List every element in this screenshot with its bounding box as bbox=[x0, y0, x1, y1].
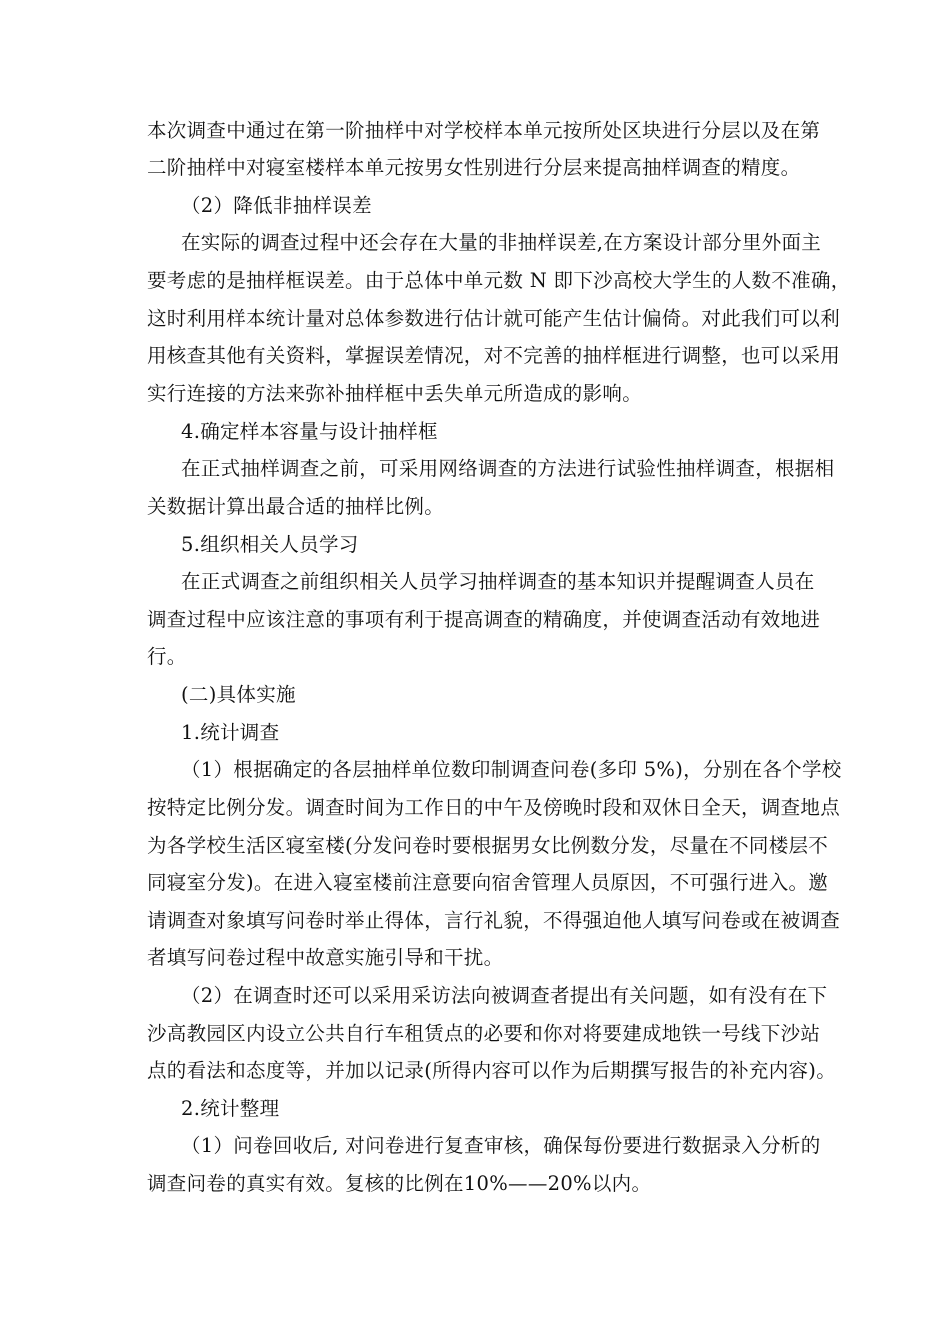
paragraph-line: 点的看法和态度等，并加以记录(所得内容可以作为后期撰写报告的补充内容)。 bbox=[147, 1059, 837, 1082]
paragraph-line: 关数据计算出最合适的抽样比例。 bbox=[147, 495, 445, 518]
section-heading: （2）降低非抽样误差 bbox=[181, 194, 372, 217]
section-heading: 2.统计整理 bbox=[181, 1097, 280, 1120]
section-heading: 1.统计调查 bbox=[181, 721, 280, 744]
paragraph-line: 同寝室分发)。在进入寝室楼前注意要向宿舍管理人员原因，不可强行进入。邀 bbox=[147, 871, 829, 894]
paragraph-line: 调查过程中应该注意的事项有利于提高调查的精确度，并使调查活动有效地进 bbox=[147, 608, 821, 631]
section-heading: (二)具体实施 bbox=[181, 683, 296, 706]
paragraph-line: 调查问卷的真实有效。复核的比例在10%——20%以内。 bbox=[147, 1172, 652, 1195]
paragraph-line: （1）问卷回收后, 对问卷进行复查审核，确保每份要进行数据录入分析的 bbox=[181, 1134, 821, 1157]
paragraph-line: 者填写问卷过程中故意实施引导和干扰。 bbox=[147, 946, 504, 969]
paragraph-line: 行。 bbox=[147, 645, 187, 668]
paragraph-line: 用核查其他有关资料，掌握误差情况，对不完善的抽样框进行调整，也可以采用 bbox=[147, 344, 841, 367]
paragraph-line: 为各学校生活区寝室楼(分发问卷时要根据男女比例数分发，尽量在不同楼层不 bbox=[147, 834, 829, 857]
paragraph-line: 这时利用样本统计量对总体参数进行估计就可能产生估计偏倚。对此我们可以利 bbox=[147, 307, 841, 330]
paragraph-line: 在实际的调查过程中还会存在大量的非抽样误差,在方案设计部分里外面主 bbox=[181, 231, 822, 254]
paragraph-line: 本次调查中通过在第一阶抽样中对学校样本单元按所处区块进行分层以及在第 bbox=[147, 119, 821, 142]
paragraph-line: 按特定比例分发。调查时间为工作日的中午及傍晚时段和双休日全天，调查地点 bbox=[147, 796, 841, 819]
paragraph-line: 在正式抽样调查之前，可采用网络调查的方法进行试验性抽样调查，根据相 bbox=[181, 457, 835, 480]
paragraph-line: 请调查对象填写问卷时举止得体，言行礼貌，不得强迫他人填写问卷或在被调查 bbox=[147, 909, 841, 932]
section-heading: 4.确定样本容量与设计抽样框 bbox=[181, 420, 438, 443]
paragraph-line: 要考虑的是抽样框误差。由于总体中单元数 N 即下沙高校大学生的人数不准确， bbox=[147, 269, 851, 292]
paragraph-line: （1）根据确定的各层抽样单位数印制调查问卷(多印 5%)，分别在各个学校 bbox=[181, 758, 842, 781]
paragraph-line: 沙高教园区内设立公共自行车租赁点的必要和你对将要建成地铁一号线下沙站 bbox=[147, 1022, 821, 1045]
paragraph-line: 在正式调查之前组织相关人员学习抽样调查的基本知识并提醒调查人员在 bbox=[181, 570, 815, 593]
paragraph-line: （2）在调查时还可以采用采访法向被调查者提出有关问题，如有没有在下 bbox=[181, 984, 828, 1007]
paragraph-line: 二阶抽样中对寝室楼样本单元按男女性别进行分层来提高抽样调查的精度。 bbox=[147, 156, 801, 179]
section-heading: 5.组织相关人员学习 bbox=[181, 533, 359, 556]
paragraph-line: 实行连接的方法来弥补抽样框中丢失单元所造成的影响。 bbox=[147, 382, 643, 405]
